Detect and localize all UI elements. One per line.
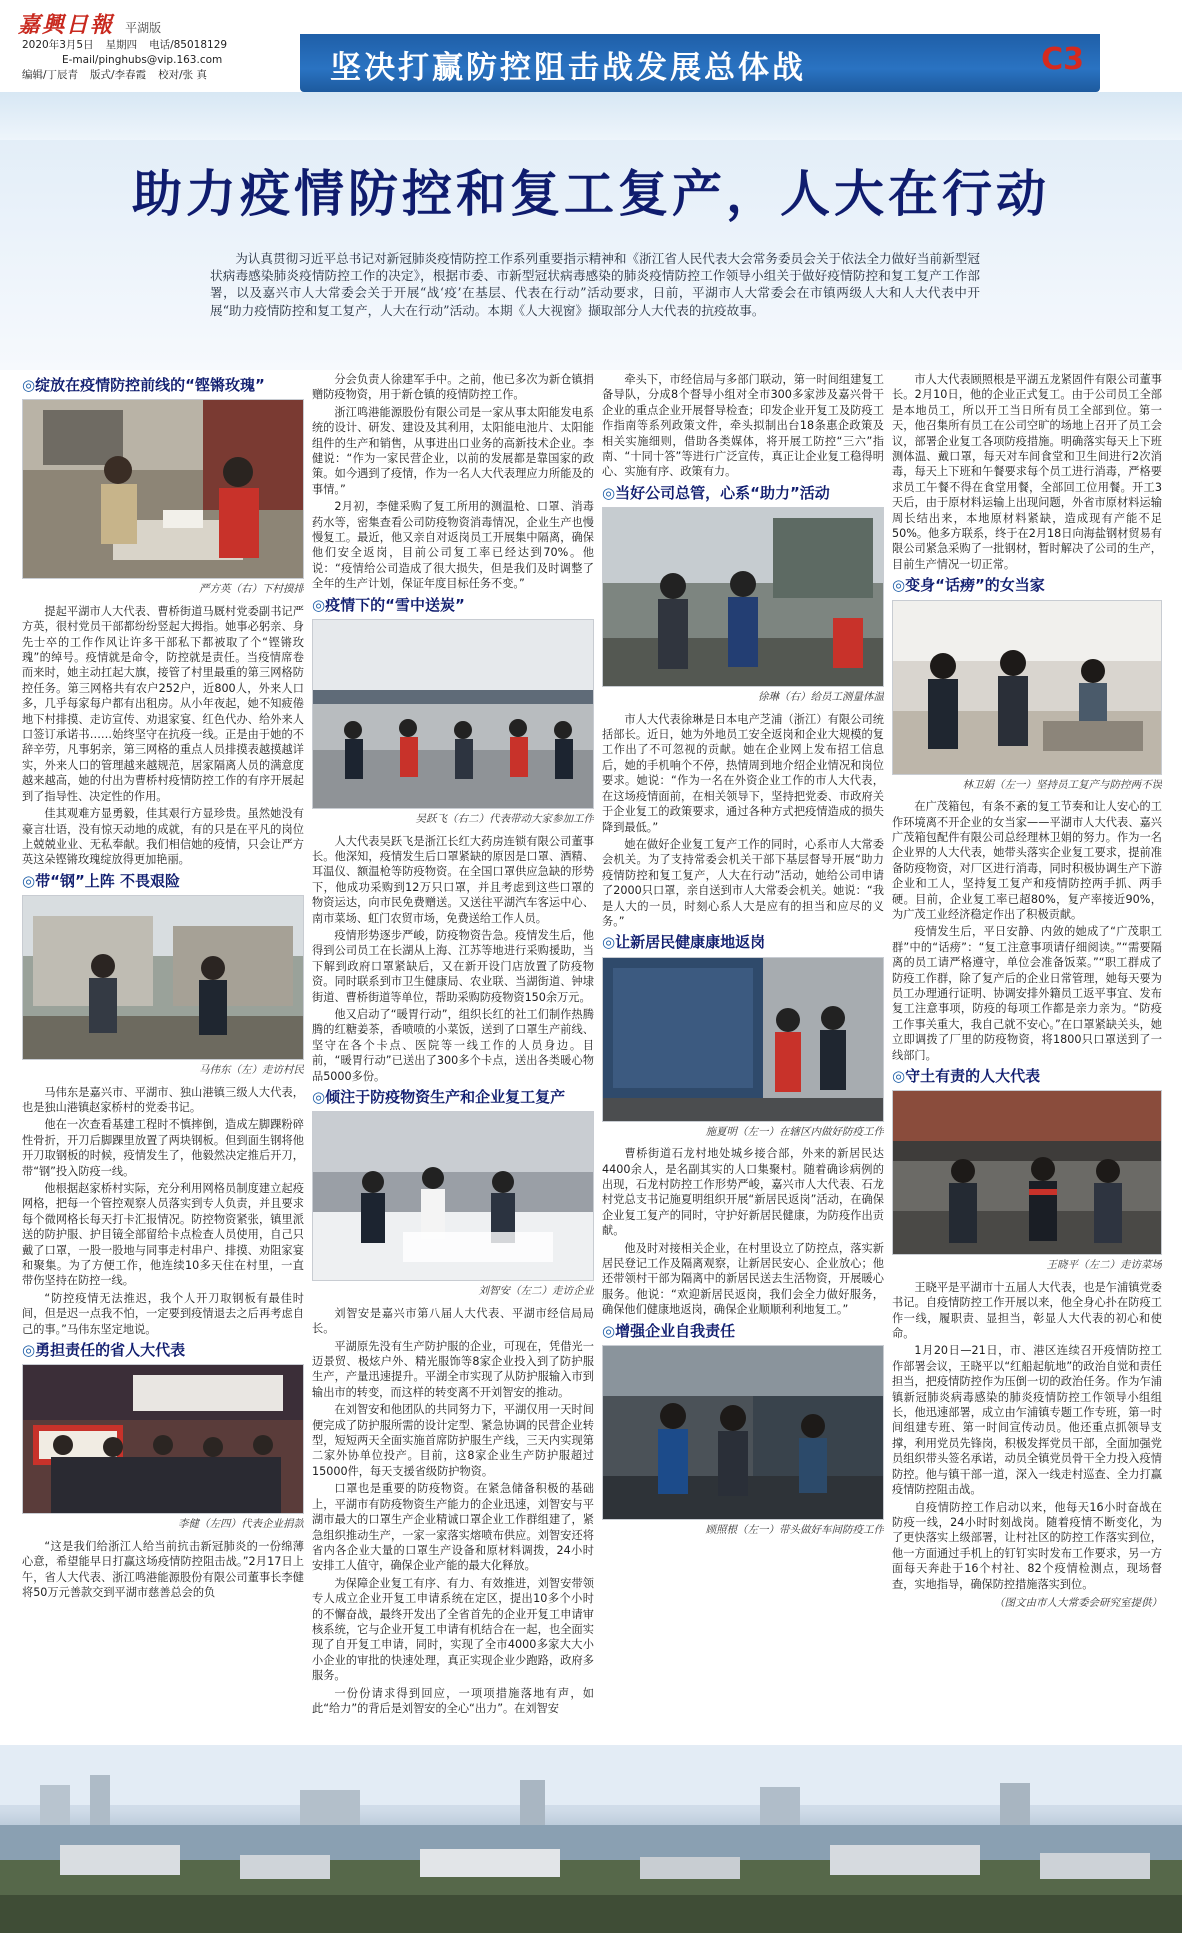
issue-proofreader: 校对/张 真 [158, 69, 207, 81]
edition-label: 平湖版 [125, 21, 162, 35]
section-title-wang: ◎守土有责的人大代表 [892, 1067, 1041, 1085]
paragraph: 1月20日—21日，市、港区连续召开疫情防控工作部署会议，王晓平以“红船起航地”的政治自觉和责任担当，把疫情防控作为压倒一切的政治任务。作为乍浦镇新冠肺炎病毒感染的肺炎疫情防控工作领导小组组长，他迅速部署，成立由乍浦镇专题工作专班，第一时间组建专班、第一时间宣传动员。他还重点抓领导支撑，利用党员先锋岗，积极发挥党员干部，全面加强党员组织带头签名承诺，动员全镇党员骨干全力投入疫情防控。他与镇干部一道，深入一线走村巡查、全力打赢疫情防控阻击战。 [892, 1344, 1162, 1497]
issue-email: E-mail/pinghubs@vip.163.com [62, 54, 223, 66]
column-4 [892, 372, 1162, 1742]
paragraph: 他又启动了“暖胃行动”，组织长红的社工们制作热腾腾的红糖姜茶，香喷喷的小菜饭，送到了口罩生产前线、坚守在各个卡点、医院等一线工作的人员身边。目前，“暖胃行动”已送出了300多个卡点，送出各类暖心物品5000多份。 [312, 1007, 594, 1083]
section-title-yan: ◎绽放在疫情防控前线的“铿锵玫瑰” [22, 376, 265, 394]
paragraph: 佳其观难方显勇毅，佳其艰行方显珍贵。虽然她没有豪言壮语，没有惊天动地的成就，有的只是在平凡的岗位上兢兢业业、无私奉献。我们相信她的疫情，只会让严方英这朵铿锵玫瑰绽放得更加艳丽。 [22, 807, 304, 867]
skyline-scene [0, 1745, 1182, 1933]
caption-wang: 王晓平（左二）走访菜场 [1046, 1259, 1162, 1272]
paragraph: “这是我们给浙江人给当前抗击新冠肺炎的一份绵薄心意，希望能早日打赢这场疫情防控阻击战。”2月17日上午，省人大代表、浙江鸣港能源股份有限公司董事长李健将50万元善款交到平湖市慈善总会的负 [22, 1539, 304, 1600]
paragraph: 市人大代表顾照根是平湖五龙紧固件有限公司董事长。2月10日，他的企业正式复工。由于公司员工全部是本地员工，所以开工当日所有员工全部到位。第一天，他召集所有员工在公司空旷的场地上召开了员工会议，部署企业复工各项防疫措施。明确落实每天上下班测体温、戴口罩，每天对车间食堂和卫生间进行2次消毒，每天上下班和午餐要求每个员工进行消毒，严格要求员工午餐不得在食堂用餐，全部回工位用餐。开工3天后，由于原材料运输上出现问题，外省市原材料运输周长结出来，本地原材料紧缺，造成现有产能不足50%。他多方联系，终于在2月18日向海盐钢材贸易有限公司紧急采购了一批钢材，暂时解决了公司的生产，目前生产情况一切正常。 [892, 373, 1162, 571]
paragraph: 曹桥街道石龙村地处城乡接合部，外来的新居民达4400余人，是名副其实的人口集聚村。随着确诊病例的出现，石龙村防控工作形势严峻，嘉兴市人大代表、石龙村党总支书记施夏明组织开展“新居民返岗”活动，在确保企业复工复产的同时，守护好新居民健康，为防疫作出贡献。 [602, 1147, 884, 1238]
column-3 [602, 372, 884, 1742]
issue-designer: 版式/李春霞 [90, 69, 147, 81]
paragraph: 市人大代表徐琳是日本电产芝浦（浙江）有限公司统括部长。近日，她为外地员工安全返岗和企业大规模的复工作出了不可忽视的贡献。她在企业网上发布招工信息后，她的手机响个不停，热情周到地介绍企业情况和岗位要求。她说：“作为一名在外资企业工作的市人大代表，在这场疫情面前，在相关领导下，坚持把党委、市政府关于企业复工的政策要求，通过各种方式把疫情造成的损失降到最低。” [602, 712, 884, 834]
newspaper-logo [18, 8, 248, 36]
issue-phone: 电话/85018129 [149, 39, 228, 51]
section-title-liu: ◎倾注于防疫物资生产和企业复工复产 [312, 1088, 566, 1106]
photo-yan-scene [23, 400, 304, 579]
photo-yan-fangying [22, 399, 304, 579]
source-credit: （图文由市人大常委会研究室提供） [994, 1596, 1162, 1609]
paragraph: 在刘智安和他团队的共同努力下，平湖仅用一天时间便完成了防护服所需的设计定型、紧急协调的民营企业转型，短短两天全面实施首席防护服生产线，三天内实现第二家外协单位投产。目前，这8家企业生产防护服超过15000件，每天支援省级防护物资。 [312, 1403, 594, 1478]
issue-editor: 编辑/丁辰青 [22, 69, 79, 81]
page-number: C3 [1041, 42, 1084, 77]
paragraph: 口罩也是重要的防疫物资。在紧急储备积极的基础上，平湖市有防疫物资生产能力的企业迅速，刘智安与平湖市最大的口罩生产企业精诚口罩企业工作群组建了，紧急组织推动生产，一家一家落实熔喷布供应。刘智安还将省内各企业大量的口罩生产设备和原材料调拨，24小时安排工人值守，确保企业产能的最大化释放。 [312, 1482, 594, 1573]
caption-gu: 顾照根（左一）带头做好车间防疫工作 [705, 1524, 884, 1537]
photo-wu-yuefei [312, 619, 594, 809]
headline-block [0, 140, 1182, 370]
banner-title: 坚决打赢防控阻击战发展总体战 [330, 50, 806, 86]
photo-ma-scene [23, 896, 304, 1060]
photo-wang-xiaoping [892, 1090, 1162, 1255]
paragraph: 刘智安是嘉兴市第八届人大代表、平湖市经信局局长。 [312, 1306, 594, 1336]
paragraph: 疫情发生后，平日安静、内敛的她成了“广茂职工群”中的“话痨”：“复工注意事项请仔细阅读。”“需要隔离的员工请严格遵守，单位会准备饭菜。”“职工群成了防疫工作群，除了复产后的企业日常管理，她每天要为员工办理通行证明、协调安排外籍员工返平事宜、发布复工注意事项，防疫的每项工作都是亲力亲为。“防疫工作事关重大，我自己就不安心。”在口罩紧缺关头，她立即调拨了厂里的防疫物资，将1800只口罩送到了一线部门。 [892, 925, 1162, 1062]
caption-yan: 严方英（右）下村摸排 [199, 583, 304, 596]
paragraph: 他及时对接相关企业，在村里设立了防控点，落实新居民登记工作及隔离观察，让新居民安心、企业放心；他还带领村干部为隔离中的新居民送去生活物资，开展暖心服务。他说：“欢迎新居民返岗，我们会全力做好服务，确保他们健康地返岗，确保企业顺顺利利地复工。” [602, 1241, 884, 1317]
photo-liu-zhian [312, 1111, 594, 1281]
paragraph: 她在做好企业复工复产工作的同时，心系市人大常委会机关。为了支持常委会机关干部下基层督导开展“助力疫情防控和复工复产，人大在行动”活动，她给公司申请了2000只口罩，亲自送到市人大常委会机关。她说：“我是人大的一员，时刻心系人大是应有的担当和应尽的义务。” [602, 837, 884, 928]
photo-gu-scene [603, 1346, 884, 1520]
header-sky-band [0, 92, 1182, 140]
section-title-gu: ◎增强企业自我责任 [602, 1321, 736, 1340]
caption-li: 李健（左四）代表企业捐款 [178, 1518, 304, 1531]
paragraph: 平湖原先没有生产防护服的企业，可现在，凭借光一迈景贸、极炫户外、精光服饰等8家企业投入到了防护服生产，产量迅速提升。平湖全市实现了从防护服输入市到输出市的转变，而这样的转变离不开刘智安的推动。 [312, 1339, 594, 1399]
intro-paragraph: 为认真贯彻习近平总书记对新冠肺炎疫情防控工作系列重要指示精神和《浙江省人民代表大会常务委员会关于依法全力做好当前新型冠状病毒感染肺炎疫情防控工作的决定》，根据市委、市新型冠状病毒感染的肺炎疫情防控工作领导小组关于做好疫情防控和复工复产工作部署，以及嘉兴市人大常委会关于开展“战‘疫’在基层、代表在行动”活动要求，日前，平湖市人大常委会在市镇两级人大和人大代表中开展“助力疫情防控和复工复产，人大在行动”活动。本期《人大视窗》撷取部分人大代表的抗疫故事。 [210, 251, 980, 318]
paragraph: 提起平湖市人大代表、曹桥街道马厩村党委副书记严方英，很村党员干部都纷纷竖起大拇指。她事必躬亲、身先士卒的工作作风让许多干部私下都被取了个“铿锵玫瑰”的绰号。疫情就是命令，防控就是责任。当疫情席卷而来时，她主动扛起大旗，接管了村里最重的第三网格防控任务。第三网格共有农户252户，近800人，外来人口多，几乎每家每户都有出租房。从小年夜起，她不知疲倦地下村排摸、走访宣传、劝退家宴、红色代办、给外来人口签订承诺书……始终坚守在抗疫一线。正是由于她的不辞辛劳，凡事躬亲，第三网格的重点人员排摸表越摸越详实，外来人口的管理越来越规范，居家隔离人员的满意度越来越高，她的付出为曹桥村疫情防控工作的有序开展起到了指导性、决定性的作用。 [22, 604, 304, 803]
paragraph: 人大代表吴跃飞是浙江长红大药房连锁有限公司董事长。他深知，疫情发生后口罩紧缺的原因是口罩、酒精、耳温仪、额温枪等防疫物资。在全国口罩供应急缺的形势下，他成功采购到12万只口罩，并且考虑到这些口罩的物资运达，向市民免费赠送。又送往平湖汽车客运中心、南市菜场、虹门农贸市场，免费送给工作人员。 [312, 834, 594, 925]
caption-lin: 林卫娟（左一）坚持员工复产与防控两不误 [962, 778, 1162, 791]
photo-shi-scene [603, 958, 884, 1122]
photo-wang-scene [893, 1091, 1162, 1255]
section-title-wu: ◎疫情下的“雪中送炭” [312, 595, 465, 614]
caption-xu: 徐琳（右）给员工测量体温 [758, 691, 884, 704]
photo-ma-weidong [22, 895, 304, 1060]
paragraph: 他在一次查看基建工程时不慎摔倒，造成左脚踝粉碎性骨折，开刀后脚踝里放置了两块钢板。但到面生钢将他开刀取钢板的时候，疫情发生了，他毅然决定推后开刀，带“钢”投入防疫一线。 [22, 1118, 304, 1178]
photo-lin-scene [893, 601, 1162, 775]
photo-xu-scene [603, 508, 884, 687]
section-banner [300, 34, 1100, 92]
photo-liu-scene [313, 1112, 594, 1281]
photo-li-jian [22, 1364, 304, 1514]
photo-li-scene [23, 1365, 304, 1514]
caption-wu: 吴跃飞（右二）代表带动大家参加工作 [415, 813, 594, 826]
issue-date: 2020年3月5日 [22, 39, 94, 51]
paragraph: 分会负责人徐建军手中。之前，他已多次为新仓镇捐赠防疫物资，用于新仓镇的疫情防控工作。 [312, 373, 594, 402]
paragraph: 王晓平是平湖市十五届人大代表，也是乍浦镇党委书记。自疫情防控工作开展以来，他全身心扑在防疫工作一线，履职责、显担当，彰显人大代表的初心和使命。 [892, 1280, 1162, 1341]
column-1 [22, 372, 304, 1742]
section-title-lin: ◎变身“话痨”的女当家 [892, 576, 1045, 595]
caption-ma: 马伟东（左）走访村民 [199, 1064, 304, 1077]
paragraph: 为保障企业复工有序、有力、有效推进，刘智安带领专人成立企业开复工申请系统在定区，提出10多个小时的不懈奋战，最终开发出了全省首先的企业开复工申请审核系统，它与企业开复工申请有机结合在一起，也全面实现了自开复工申请，同时，实现了全市4000多家大大小小企业的审批的快速处理，真正实现企业少跑路，政府多服务。 [312, 1576, 594, 1683]
section-title-shi: ◎让新居民健康康地返岗 [602, 933, 766, 952]
photo-gu-zhaogen [602, 1345, 884, 1520]
paragraph: 马伟东是嘉兴市、平湖市、独山港镇三级人大代表，也是独山港镇赵家桥村的党委书记。 [22, 1085, 304, 1114]
caption-shi: 施夏明（左一）在辖区内做好防疫工作 [705, 1125, 884, 1138]
photo-lin-weijuan [892, 600, 1162, 775]
paragraph: 2月初，李健采购了复工所用的测温枪、口罩、消毒药水等，密集查看公司防疫物资消毒情况，企业生产也慢慢复工。最近，他又亲自对返岗员工开展集中隔离，确保他们安全返岗，目前公司复工率已经达到70%。他说：“疫情给公司造成了很大损失，但是我们及时调整了全年的生产计划，保证年度目标任务不变。” [312, 500, 594, 591]
photo-xu-lin [602, 507, 884, 687]
paragraph: 疫情形势逐步严峻，防疫物资告急。疫情发生后，他得到公司员工在长湖从上海、江苏等地进行采购援助，当下解到政府口罩紧缺后，又在新开设门店放置了防疫物资。同时联系到市卫生健康局、农业联、当湖街道、钟埭街道、曹桥街道等单位，帮助采购防疫物资150余万元。 [312, 928, 594, 1004]
column-2 [312, 372, 594, 1742]
caption-liu: 刘智安（左二）走访企业 [478, 1285, 594, 1298]
paragraph: 一份份请求得到回应，一项项措施落地有声，如此“给力”的背后是刘智安的全心“出力”。在刘智安 [312, 1686, 594, 1715]
section-title-xu: ◎当好公司总管，心系“助力”活动 [602, 483, 830, 502]
paragraph: 在广茂箱包，有条不紊的复工节奏和让人安心的工作环境离不开企业的女当家——平湖市人大代表、嘉兴广茂箱包配件有限公司总经理林卫娟的努力。作为一名企业界的人大代表，她带头落实企业复工要求，提前准备防疫物资，对厂区进行消毒，同时积极协调生产下游企业和工人，坚持复工复产和疫情防控两手抓、两手硬。目前，企业复工率已超80%，复产率接近90%，为广茂工业经济稳定作出了积极贡献。 [892, 800, 1162, 921]
logo-text: 嘉興日報 [18, 12, 115, 38]
photo-shi-xiaming [602, 957, 884, 1122]
photo-wu-scene [313, 620, 594, 809]
section-title-li: ◎勇担责任的省人大代表 [22, 1341, 186, 1360]
paragraph: 自疫情防控工作启动以来，他每天16小时奋战在防疫一线，24小时时刻战岗。随着疫情不断变化，为了更快落实上级部署，让村社区的防控工作落实到位，他一方面通过手机上的钉钉实时发布工作要求，另一方面每天奔赴于16个村社、82个疫情检测点，现场督查，实地指导，确保防控措施落实到位。 [892, 1500, 1162, 1591]
city-skyline-photo [0, 1745, 1182, 1933]
section-title-ma: ◎带“钢”上阵 不畏艰险 [22, 871, 181, 890]
paragraph: 他根据赵家桥村实际，充分利用网格员制度建立起疫网格，把每一个管控观察人员落实到专人负责，并且要求每个微网格长每天打卡汇报情况。防控物资紧张，镇里派送的防护服、护目镜全部留给卡点检查人员使用，自己只戴了口罩，一股一股地与同事走村串户、排摸、劝阻家宴和聚集。为了方便工作，他连续10多天住在村里，一直带伤坚持在防控一线。 [22, 1181, 304, 1288]
paragraph: “防控疫情无法推迟，我个人开刀取钢板有最佳时间，但是迟一点我不怕，一定要到疫情退去之后再考虑自己的事。”马伟东坚定地说。 [22, 1291, 304, 1336]
issue-weekday: 星期四 [105, 39, 138, 51]
paragraph: 浙江鸣港能源股份有限公司是一家从事太阳能发电系统的设计、研发、建设及其利用，太阳能电池片、太阳能组件的生产和销售，从事进出口业务的高新技术企业。李健说：“作为一家民营企业，以前的发展都是靠国家的政策。如今遇到了疫情，作为一名人大代表理应力所能及的事情。” [312, 405, 594, 496]
page-headline: 助力疫情防控和复工复产，人大在行动 [132, 165, 1050, 223]
paragraph: 牵头下，市经信局与多部门联动，第一时间组建复工备导队，分成8个督导小组对全市300多家涉及嘉兴骨干企业的重点企业开展督导检查；印发企业开复工及防疫工作指南等系列政策文件，牵头拟制出台18条惠企政策及相关实施细则，借助各类媒体，将开展工防控“三六”指南、“十同十答”等进行广泛宣传，真正让企业复工稳得明心、实施有序、政策有力。 [602, 373, 884, 479]
issue-meta [22, 38, 292, 83]
